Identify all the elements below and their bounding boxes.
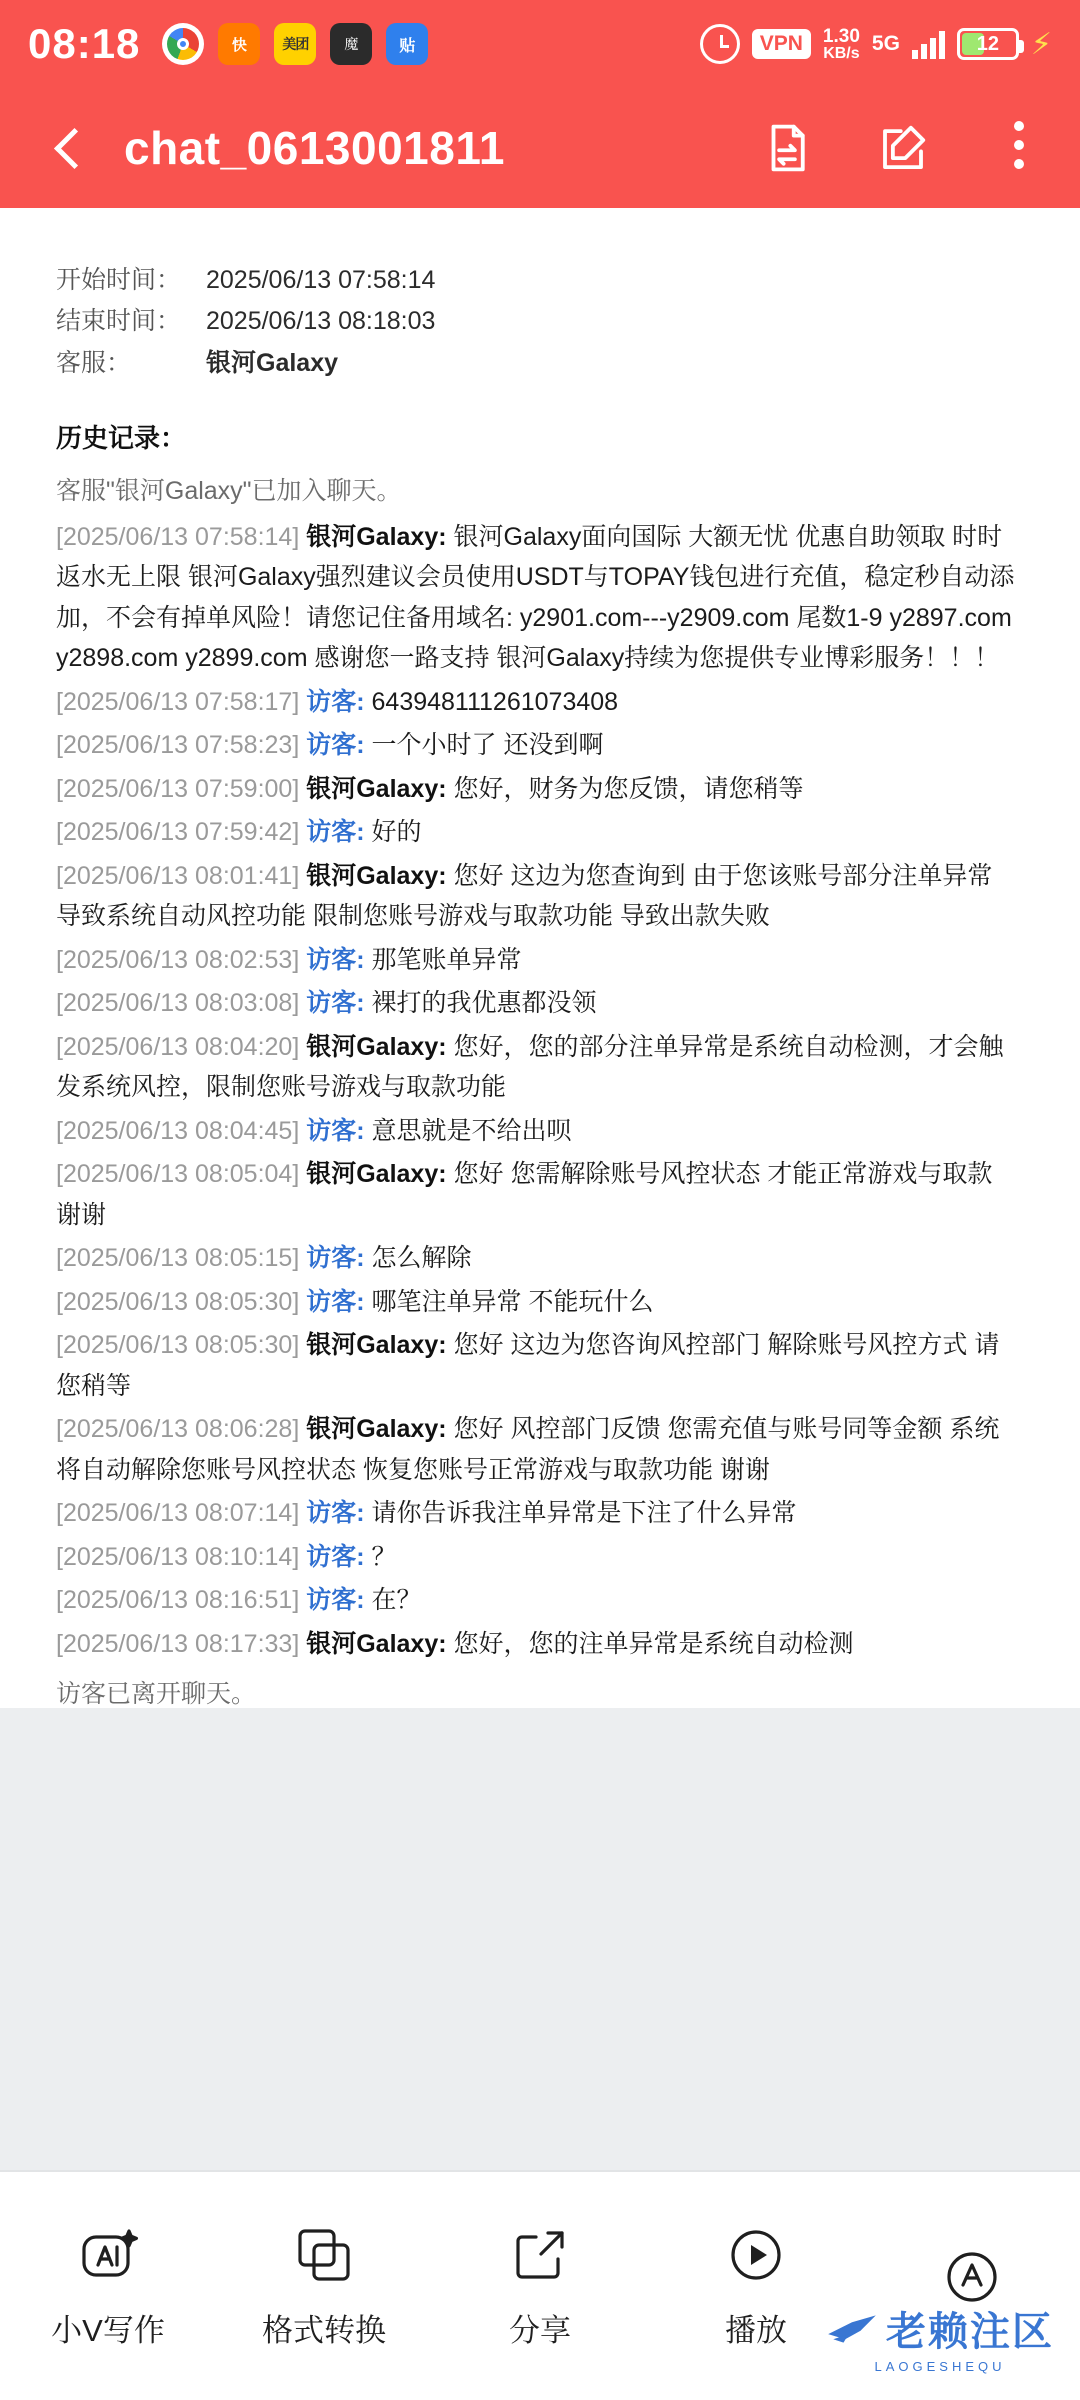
kuaishou-icon: 快 xyxy=(218,23,260,65)
message-timestamp: [2025/06/13 07:59:42] xyxy=(56,818,300,847)
message-text: 您好 风控部门反馈 您需充值与账号同等金额 系统将自动解除您账号风控状态 恢复您账号正常游戏与取款功能 谢谢 xyxy=(56,1415,1000,1484)
toolbar-item-format-convert[interactable] xyxy=(224,2223,424,2350)
message-sender-agent: 银河Galaxy: xyxy=(306,1160,447,1189)
meta-value-agent: 银河Galaxy xyxy=(206,348,339,377)
message-timestamp: [2025/06/13 08:04:20] xyxy=(56,1032,300,1061)
message-sender-agent: 银河Galaxy: xyxy=(306,1629,447,1658)
chat-message xyxy=(56,1493,1024,1534)
chat-message xyxy=(56,1409,1024,1490)
chrome-icon xyxy=(162,23,204,65)
chat-message xyxy=(56,983,1024,1024)
message-sender-guest: 访客: xyxy=(306,1542,365,1571)
join-notice: 客服"银河Galaxy"已加入聊天。 xyxy=(56,476,402,505)
message-timestamp: [2025/06/13 07:59:00] xyxy=(56,774,300,803)
message-timestamp: [2025/06/13 08:16:51] xyxy=(56,1586,300,1615)
message-text: 裸打的我优惠都没领 xyxy=(364,989,597,1018)
chat-message xyxy=(56,769,1024,810)
toolbar-label-share: 分享 xyxy=(509,2312,571,2348)
toolbar-label-ai-writing: 小V写作 xyxy=(51,2312,165,2348)
battery-icon xyxy=(957,28,1019,60)
chat-message xyxy=(56,1325,1024,1406)
watermark-subtext: LAOGESHEQU xyxy=(874,2359,1006,2374)
format-convert-icon xyxy=(292,2223,356,2287)
chat-message xyxy=(56,1111,1024,1152)
transcript-meta xyxy=(56,260,1024,384)
message-sender-guest: 访客: xyxy=(306,1499,365,1528)
message-text: 您好，您的部分注单异常是系统自动检测，才会触发系统风控，限制您账号游戏与取款功能 xyxy=(56,1032,1004,1102)
message-text: 您好，您的注单异常是系统自动检测 xyxy=(446,1629,854,1658)
app-blue-icon: 贴 xyxy=(386,23,428,65)
message-sender-agent: 银河Galaxy: xyxy=(306,1415,447,1444)
message-sender-agent: 银河Galaxy: xyxy=(306,861,447,890)
battery-level: 12 xyxy=(976,32,1000,55)
message-text: ？ xyxy=(364,1542,397,1571)
message-text: 意思就是不给出呗 xyxy=(364,1116,572,1145)
status-bar xyxy=(0,0,1080,88)
message-text: 哪笔注单异常 不能玩什么 xyxy=(364,1287,654,1316)
transfer-file-icon[interactable] xyxy=(760,121,814,175)
meta-row-start-time xyxy=(56,260,1024,301)
chat-message xyxy=(56,1027,1024,1108)
message-timestamp: [2025/06/13 07:58:23] xyxy=(56,731,300,760)
chat-message xyxy=(56,1580,1024,1621)
message-timestamp: [2025/06/13 07:58:17] xyxy=(56,687,300,716)
message-timestamp: [2025/06/13 08:05:30] xyxy=(56,1287,300,1316)
message-sender-guest: 访客: xyxy=(306,687,365,716)
chat-transcript xyxy=(0,208,1080,1708)
message-timestamp: [2025/06/13 08:01:41] xyxy=(56,861,300,890)
chat-message xyxy=(56,517,1024,679)
message-sender-agent: 银河Galaxy: xyxy=(306,522,447,551)
meta-row-end-time xyxy=(56,301,1024,342)
status-app-icons xyxy=(162,23,428,65)
message-sender-agent: 银河Galaxy: xyxy=(306,774,447,803)
message-sender-guest: 访客: xyxy=(306,1116,365,1145)
message-text: 您好，财务为您反馈，请您稍等 xyxy=(446,774,804,803)
message-timestamp: [2025/06/13 08:05:04] xyxy=(56,1160,300,1189)
chat-message xyxy=(56,1624,1024,1665)
chat-message xyxy=(56,940,1024,981)
ai-writing-icon xyxy=(76,2223,140,2287)
message-text: 银河Galaxy面向国际 大额无忧 优惠自助领取 时时返水无上限 银河Galaxy强烈建议会员使用USDT与TOPAY钱包进行充值，稳定秒自动添加，不会有掉单风险！请您记住备用域名: y2901.com---y2909.com 尾数1-9 y2897.com y2898.com y2899.com 感谢您一路支持 银河Galaxy持续为您提供专业博彩服务！！！ xyxy=(56,522,1015,673)
toolbar-label-play: 播放 xyxy=(725,2312,787,2348)
lightning-bolt-icon: ⚡ xyxy=(1030,27,1052,61)
message-sender-guest: 访客: xyxy=(306,731,365,760)
watermark xyxy=(826,2300,1054,2374)
message-text: 好的 xyxy=(364,818,422,847)
toolbar-item-share[interactable] xyxy=(440,2223,640,2350)
message-sender-guest: 访客: xyxy=(306,1244,365,1273)
meta-row-agent xyxy=(56,343,1024,384)
plane-icon xyxy=(826,2312,878,2346)
message-text: 一个小时了 还没到啊 xyxy=(364,731,604,760)
history-title: 历史记录： xyxy=(56,422,187,453)
share-icon xyxy=(508,2223,572,2287)
chat-message xyxy=(56,1537,1024,1578)
meta-label-agent: 客服： xyxy=(56,348,132,377)
message-text: 请你告诉我注单异常是下注了什么异常 xyxy=(364,1499,797,1528)
chat-message xyxy=(56,1282,1024,1323)
message-text: 怎么解除 xyxy=(364,1244,472,1273)
chat-message xyxy=(56,856,1024,937)
message-timestamp: [2025/06/13 08:02:53] xyxy=(56,945,300,974)
message-list xyxy=(56,517,1024,1665)
message-text: 您好 这边为您咨询风控部门 解除账号风控方式 请您稍等 xyxy=(56,1331,1000,1400)
network-speed-unit: KB/s xyxy=(823,44,860,62)
message-timestamp: [2025/06/13 08:05:30] xyxy=(56,1331,300,1360)
status-time: 08:18 xyxy=(28,20,141,67)
toolbar-label-format-convert: 格式转换 xyxy=(262,2312,386,2348)
title-actions xyxy=(760,121,1046,175)
meta-label-start-time: 开始时间： xyxy=(56,266,182,294)
signal-bars-icon xyxy=(912,29,945,59)
title-bar xyxy=(0,88,1080,208)
vpn-badge: VPN xyxy=(752,29,811,59)
chat-message xyxy=(56,682,1024,723)
back-arrow-icon[interactable] xyxy=(46,125,92,171)
message-sender-guest: 访客: xyxy=(306,1287,365,1316)
network-speed-value: 1.30 xyxy=(822,25,860,47)
edit-note-icon[interactable] xyxy=(876,121,930,175)
alarm-clock-icon xyxy=(700,24,740,64)
chat-message xyxy=(56,812,1024,853)
message-timestamp: [2025/06/13 08:06:28] xyxy=(56,1415,300,1444)
message-timestamp: [2025/06/13 07:58:14] xyxy=(56,522,300,551)
message-text: 643948111261073408 xyxy=(364,687,619,716)
chat-message xyxy=(56,1154,1024,1235)
chat-message xyxy=(56,725,1024,766)
message-sender-guest: 访客: xyxy=(306,989,365,1018)
more-options-icon[interactable] xyxy=(992,121,1046,175)
message-sender-guest: 访客: xyxy=(306,818,365,847)
message-sender-guest: 访客: xyxy=(306,945,365,974)
message-timestamp: [2025/06/13 08:17:33] xyxy=(56,1629,300,1658)
message-sender-agent: 银河Galaxy: xyxy=(306,1331,447,1360)
message-text: 在？ xyxy=(364,1586,422,1615)
message-timestamp: [2025/06/13 08:05:15] xyxy=(56,1244,300,1273)
message-text: 您好 这边为您查询到 由于您该账号部分注单异常 导致系统自动风控功能 限制您账号游戏与取款功能 导致出款失败 xyxy=(56,861,993,931)
bottom-toolbar xyxy=(0,2170,1080,2400)
message-timestamp: [2025/06/13 08:07:14] xyxy=(56,1499,300,1528)
message-timestamp: [2025/06/13 08:10:14] xyxy=(56,1542,300,1571)
page-title: chat_0613001811 xyxy=(124,122,505,174)
watermark-text: 老赖注区 xyxy=(886,2310,1054,2354)
play-icon xyxy=(724,2223,788,2287)
network-speed xyxy=(823,27,860,62)
message-timestamp: [2025/06/13 08:04:45] xyxy=(56,1116,300,1145)
empty-panel xyxy=(0,1708,1080,2170)
meta-label-end-time: 结束时间： xyxy=(56,307,182,336)
network-type: 5G xyxy=(871,32,900,55)
status-indicators xyxy=(700,24,1052,64)
toolbar-item-ai-writing[interactable] xyxy=(8,2223,208,2350)
app-dark-icon: 魔 xyxy=(330,23,372,65)
meta-value-start-time: 2025/06/13 07:58:14 xyxy=(206,266,436,294)
message-sender-guest: 访客: xyxy=(306,1586,365,1615)
chat-message xyxy=(56,1238,1024,1279)
message-sender-agent: 银河Galaxy: xyxy=(306,1032,447,1061)
meta-value-end-time: 2025/06/13 08:18:03 xyxy=(206,307,436,336)
meituan-icon: 美团 xyxy=(274,23,316,65)
leave-notice: 访客已离开聊天。 xyxy=(56,1680,257,1709)
message-text: 那笔账单异常 xyxy=(364,945,522,974)
message-text: 您好 您需解除账号风控状态 才能正常游戏与取款 谢谢 xyxy=(56,1160,993,1229)
message-timestamp: [2025/06/13 08:03:08] xyxy=(56,989,300,1018)
